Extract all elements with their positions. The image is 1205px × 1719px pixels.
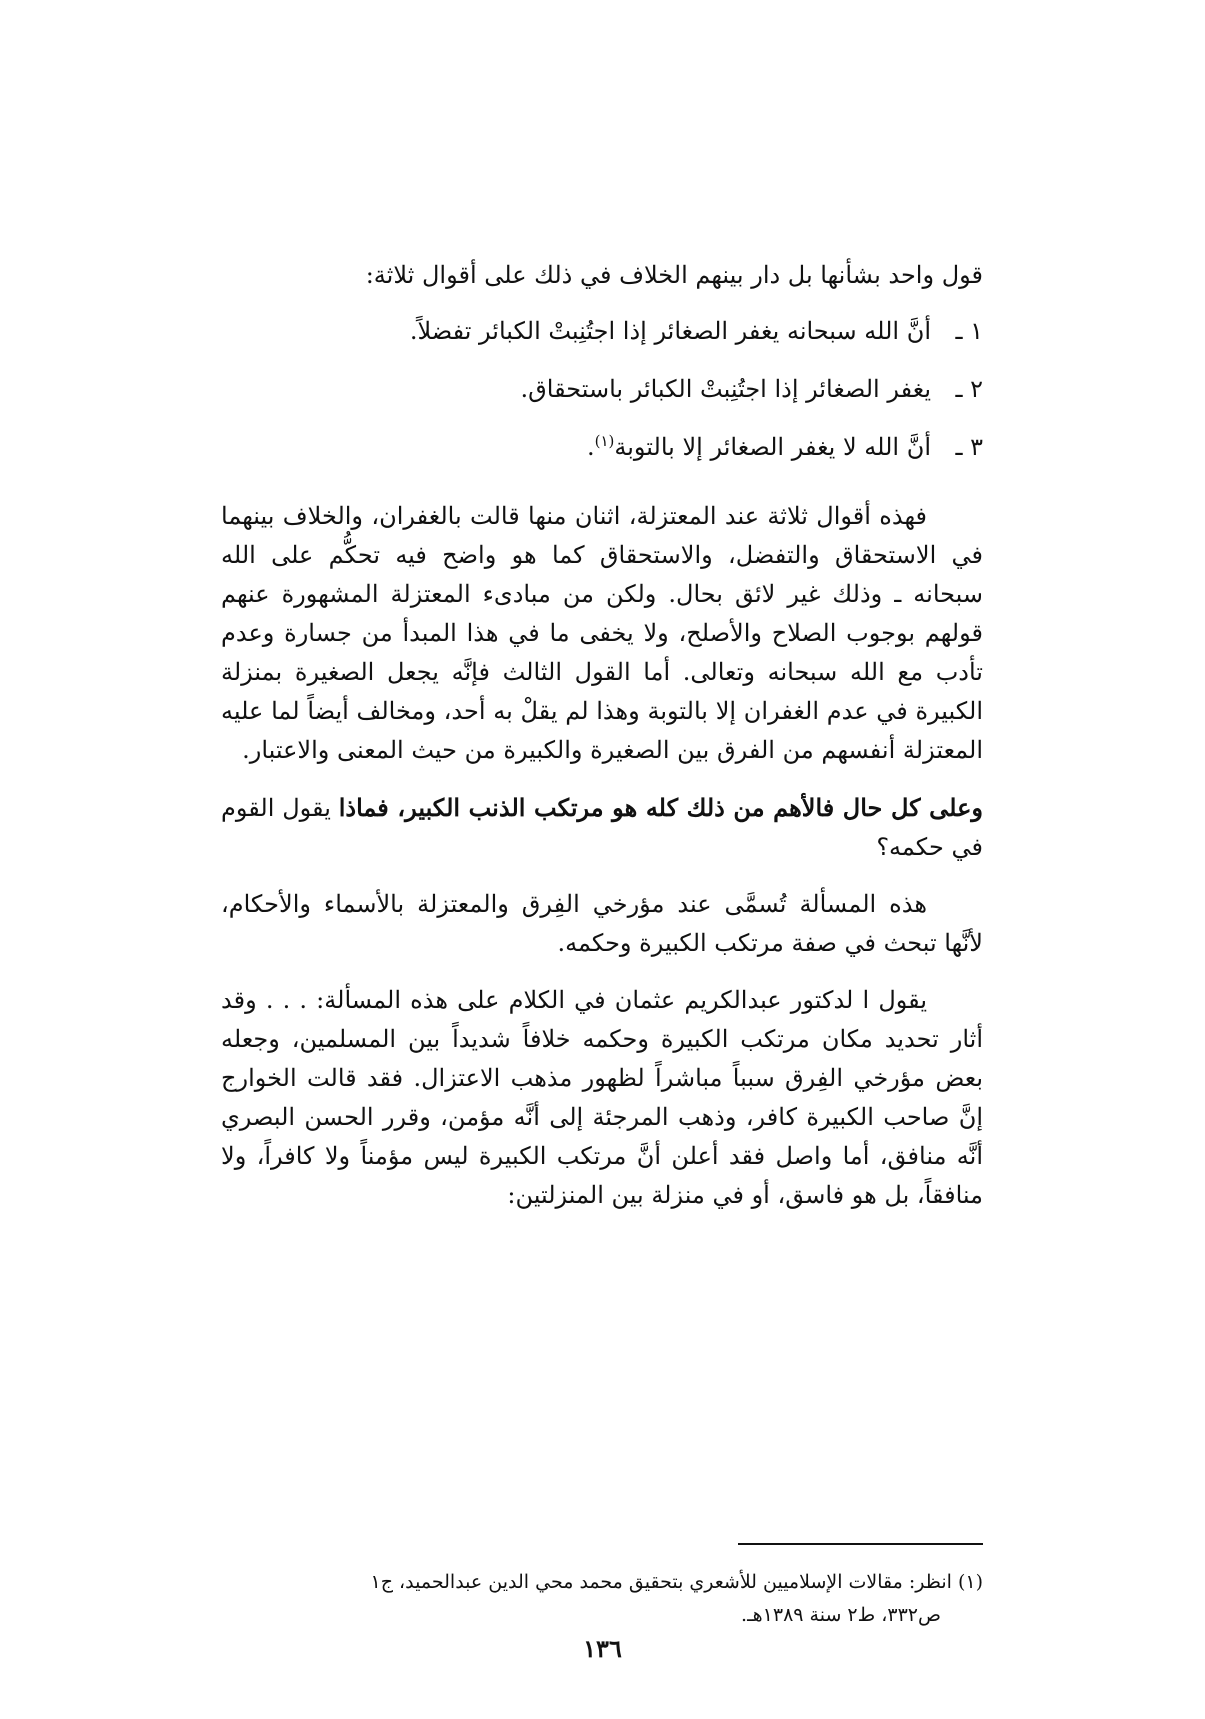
footnote-line-1: (١) انظر: مقالات الإسلاميين للأشعري بتحقيق محمد محي الدين عبدالحميد، ج١ <box>370 1571 983 1593</box>
main-text <box>221 256 983 1215</box>
footnote-reference[interactable]: (١) <box>594 432 615 450</box>
list-text-wrapper <box>221 428 931 467</box>
paragraph-quote: يقول ا لدكتور عبدالكريم عثمان في الكلام على هذه المسألة: . . . وقد أثار تحديد مكان مرتكب الكبيرة وحكمه خلافاً شديداً بين المسلمين، وجعله بعض مؤرخي الفِرق سبباً مباشراً لظهور مذهب الاعتزال. فقد قالت الخوارج إنَّ صاحب الكبيرة كافر، وذهب المرجئة إلى أنَّه مؤمن، وقرر الحسن البصري أنَّه منافق، أما واصل فقد أعلن أنَّ مرتكب الكبيرة ليس مؤمناً ولا كافراً، ولا منافقاً، بل هو فاسق، أو في منزلة بين المنزلتين: <box>221 986 983 1209</box>
bold-sentence: وعلى كل حال فالأهم من ذلك كله هو مرتكب الذنب الكبير، فماذا <box>338 793 983 822</box>
list-end-punctuation: . <box>586 433 595 461</box>
paragraph-rest: يقول القوم في حكمه؟ <box>221 794 983 861</box>
list-item-1 <box>221 312 983 351</box>
footnote-divider <box>738 1543 983 1545</box>
footnote <box>221 1566 983 1632</box>
intro-paragraph: قول واحد بشأنها بل دار بينهم الخلاف في ذلك على أقوال ثلاثة: <box>365 261 983 289</box>
paragraph-names-and-rulings: هذه المسألة تُسمَّى عند مؤرخي الفِرق والمعتزلة بالأسماء والأحكام، لأنَّها تبحث في صفة مرتكب الكبيرة وحكمه. <box>221 890 983 957</box>
page-number: ١٣٦ <box>583 1634 622 1663</box>
list-text: أنَّ الله لا يغفر الصغائر إلا بالتوبة <box>614 433 931 461</box>
list-text: أنَّ الله سبحانه يغفر الصغائر إذا اجتُنِبتْ الكبائر تفضلاً. <box>409 317 931 345</box>
list-item-3 <box>221 428 983 467</box>
list-number: ٢ ـ <box>955 375 983 403</box>
footnote-line-2: ص٣٣٢، ط٢ سنة ١٣٨٩هـ. <box>741 1604 941 1626</box>
list-item-2 <box>221 370 983 409</box>
list-number: ١ ـ <box>955 317 983 345</box>
paragraph-mutazila-views: فهذه أقوال ثلاثة عند المعتزلة، اثنان منها قالت بالغفران، والخلاف بينهما في الاستحقاق والتفضل، والاستحقاق كما هو واضح فيه تحكُّم على الله سبحانه ـ وذلك غير لائق بحال. ولكن من مبادىء المعتزلة المشهورة عنهم قولهم بوجوب الصلاح والأصلح، ولا يخفى ما في هذا المبدأ من جسارة وعدم تأدب مع الله سبحانه وتعالى. أما القول الثالث فإنَّه يجعل الصغيرة بمنزلة الكبيرة في عدم الغفران إلا بالتوبة وهذا لم يقلْ به أحد، ومخالف أيضاً لما عليه المعتزلة أنفسهم من الفرق بين الصغيرة والكبيرة من حيث المعنى والاعتبار. <box>221 502 983 764</box>
paragraph-major-sin <box>221 788 983 867</box>
list-text: يغفر الصغائر إذا اجتُنِبتْ الكبائر باستحقاق. <box>520 375 931 403</box>
list-number: ٣ ـ <box>955 433 983 461</box>
